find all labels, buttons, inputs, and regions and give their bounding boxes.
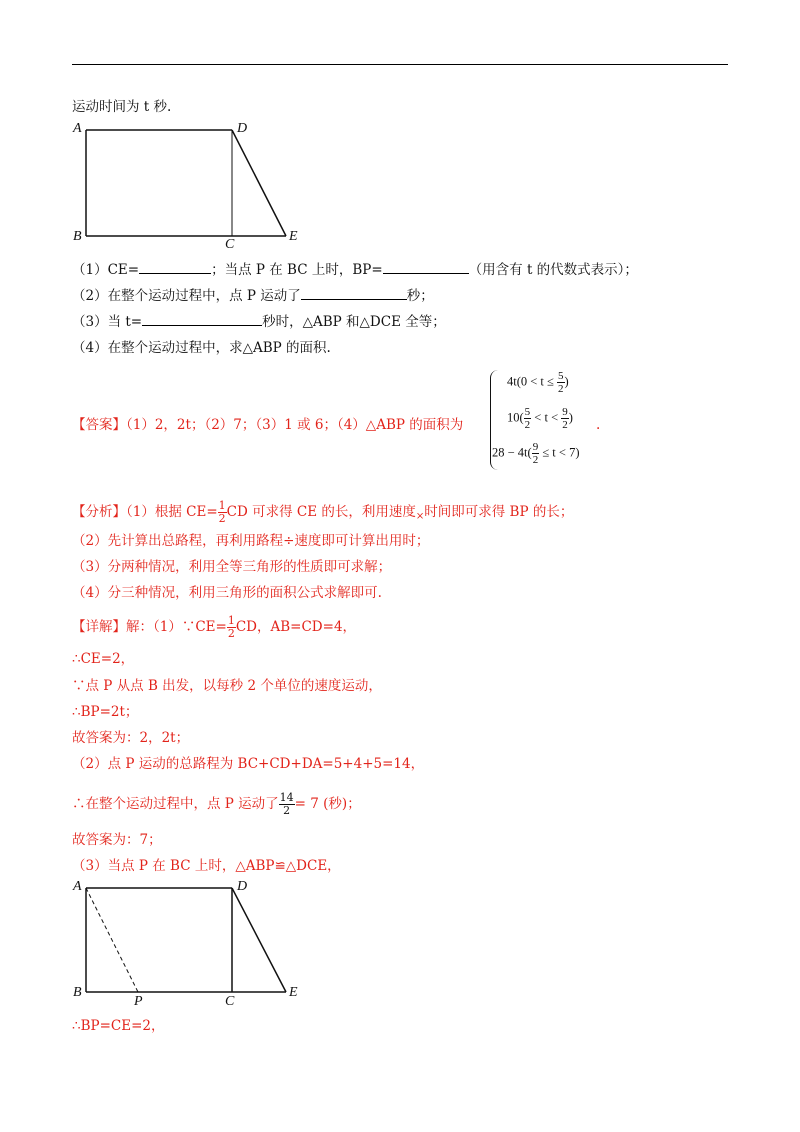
answer-label: 【答案】 <box>72 417 126 433</box>
detail-l1a: 解：（1）∵CE= <box>126 619 227 635</box>
detail-l7b: = 7 (秒)； <box>294 796 361 812</box>
piece3-pre: 28 − 4t( <box>492 445 532 460</box>
piece2-pre: 10( <box>507 410 524 425</box>
fig2-label-c: C <box>225 994 235 1009</box>
detail-line-3: ∵点 P 从点 B 出发，以每秒 2 个单位的速度运动， <box>72 678 382 694</box>
piece1-den: 2 <box>558 383 564 395</box>
detail-line-4: ∴BP=2t； <box>72 704 139 720</box>
q1-text-c: （用含有 t 的代数式表示）； <box>468 262 638 278</box>
detail-line-6: （2）点 P 运动的总路程为 BC+CD+DA=5+4+5=14， <box>72 756 425 772</box>
piece1-pre: 4t(0 < t ≤ <box>507 374 558 389</box>
analysis-l1b: CD 可求得 CE 的长，利用速度 <box>226 504 416 520</box>
piece2-post: ) <box>568 410 573 425</box>
piece2-num1: 5 <box>524 406 531 418</box>
piece2-den2: 2 <box>562 419 568 431</box>
detail-line-8: 故答案为：7； <box>72 832 162 848</box>
intro-text: 运动时间为 t 秒. <box>72 99 172 115</box>
detail-line-5: 故答案为：2，2t； <box>72 730 190 746</box>
fig2-label-d: D <box>237 879 248 894</box>
piece2-den1: 2 <box>524 419 531 431</box>
q3-text-b: 秒时，△ABP 和△DCE 全等； <box>262 314 446 330</box>
fig2-label-p: P <box>134 994 143 1009</box>
answer-end: . <box>596 417 601 433</box>
q1-text-a: （1）CE= <box>72 262 140 278</box>
detail-l7-num: 14 <box>279 791 294 804</box>
detail-line-9: （3）当点 P 在 BC 上时，△ABP≌△DCE， <box>72 858 341 874</box>
piece2-num2: 9 <box>562 406 568 418</box>
analysis-l1a: （1）根据 CE= <box>126 504 218 520</box>
detail-l7a: ∴在整个运动过程中，点 P 运动了 <box>72 796 279 812</box>
piece3-post: ≤ t < 7) <box>539 445 580 460</box>
detail-l7-den: 2 <box>283 804 291 817</box>
fig1-label-b: B <box>73 229 82 244</box>
piece1-num: 5 <box>558 370 564 382</box>
piece2-mid: < t < <box>531 410 562 425</box>
q1-text-b: ；当点 P 在 BC 上时，BP= <box>211 262 383 278</box>
detail-line-2: ∴CE=2， <box>72 651 135 667</box>
detail-frac-num: 1 <box>227 614 235 627</box>
detail-frac-den: 2 <box>227 627 235 640</box>
q2-text-a: （2）在整个运动过程中，点 P 运动了 <box>72 288 301 304</box>
fig1-label-d: D <box>237 121 248 136</box>
fig2-label-b: B <box>73 985 82 1000</box>
piece3-den: 2 <box>532 454 539 466</box>
answer-text: （1）2，2t；（2）7；（3）1 或 6；（4）△ABP 的面积为 <box>126 417 464 433</box>
question-4: （4）在整个运动过程中，求△ABP 的面积. <box>72 340 331 356</box>
fig1-label-a: A <box>73 121 82 136</box>
analysis-line-2: （2）先计算出总路程，再利用路程÷速度即可计算出用时； <box>72 533 430 549</box>
analysis-frac-den: 2 <box>218 512 226 525</box>
q2-text-b: 秒； <box>406 288 434 304</box>
q3-text-a: （3）当 t= <box>72 314 143 330</box>
fig1-label-c: C <box>225 237 235 252</box>
times-sign: × <box>415 511 425 522</box>
analysis-frac-num: 1 <box>218 499 226 512</box>
fig2-label-a: A <box>73 879 82 894</box>
analysis-label: 【分析】 <box>72 504 126 520</box>
analysis-l1c: 时间即可求得 BP 的长； <box>424 504 574 520</box>
detail-l1b: CD，AB=CD=4， <box>235 619 357 635</box>
analysis-line-4: （4）分三种情况，利用三角形的面积公式求解即可. <box>72 585 382 601</box>
analysis-line-3: （3）分两种情况，利用全等三角形的性质即可求解； <box>72 559 392 575</box>
fig2-label-e: E <box>289 985 298 1000</box>
detail-label: 【详解】 <box>72 619 126 635</box>
piece1-post: ) <box>564 374 569 389</box>
piece3-num: 9 <box>532 441 539 453</box>
detail-line-10: ∴BP=CE=2， <box>72 1018 165 1034</box>
fig1-label-e: E <box>289 229 298 244</box>
